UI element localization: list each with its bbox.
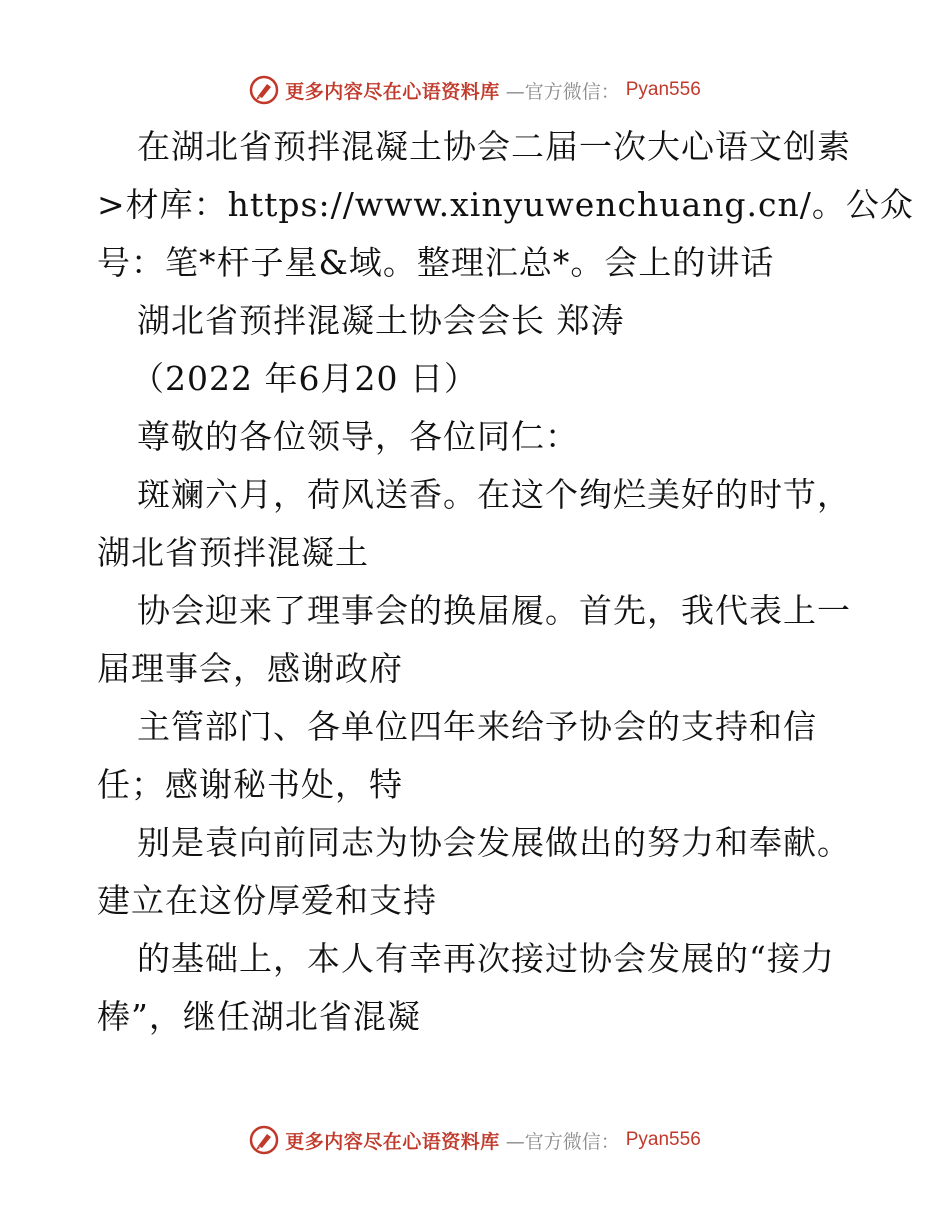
- paragraph-line: 湖北省预拌混凝土: [97, 533, 369, 572]
- paragraph-line: 别是袁向前同志为协会发展做出的努力和奉献。: [137, 823, 851, 862]
- header-watermark: [0, 70, 950, 110]
- watermark-label: —官方微信：: [505, 80, 620, 103]
- paragraph-line: 斑斓六月，荷风送香。在这个绚烂美好的时节，: [137, 475, 851, 514]
- pen-nib-logo-icon: [249, 75, 279, 105]
- paragraph-line: 棒”，继任湖北省混凝: [97, 997, 421, 1036]
- footer-watermark: [0, 1120, 950, 1160]
- date-line: （2022 年6月20 日）: [131, 359, 478, 398]
- watermark-slogan: 更多内容尽在心语资料库: [285, 80, 500, 103]
- paragraph-line: 号：笔*杆子星&域。整理汇总*。会上的讲话: [97, 243, 775, 282]
- paragraph-line: >材库：https://www.xinyuwenchuang.cn/。公众: [97, 185, 914, 224]
- speaker-line: 湖北省预拌混凝土协会会长 郑涛: [137, 301, 625, 340]
- document-body: [97, 118, 914, 1046]
- paragraph-line: 主管部门、各单位四年来给予协会的支持和信: [137, 707, 817, 746]
- paragraph-line: 任；感谢秘书处，特: [97, 765, 403, 804]
- paragraph-line: 届理事会，感谢政府: [97, 649, 403, 688]
- paragraph-line: 的基础上，本人有幸再次接过协会发展的“接力: [137, 939, 835, 978]
- watermark-slogan: 更多内容尽在心语资料库: [285, 1130, 500, 1153]
- watermark-wechat-id: Pyan556: [625, 79, 701, 100]
- paragraph-line: 在湖北省预拌混凝土协会二届一次大心语文创素: [137, 127, 851, 166]
- watermark-label: —官方微信：: [505, 1130, 620, 1153]
- pen-nib-logo-icon: [249, 1125, 279, 1155]
- watermark-wechat-id: Pyan556: [625, 1129, 701, 1150]
- paragraph-line: 协会迎来了理事会的换届履。首先，我代表上一: [137, 591, 851, 630]
- salutation-line: 尊敬的各位领导，各位同仁：: [137, 417, 579, 456]
- paragraph-line: 建立在这份厚爱和支持: [97, 881, 437, 920]
